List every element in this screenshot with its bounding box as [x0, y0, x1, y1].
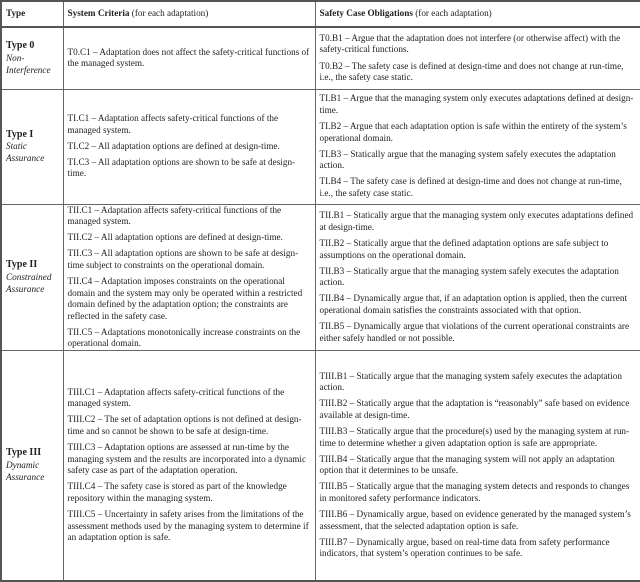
obligation: TI.B3 – Statically argue that the managing system safely executes the adaptation action. — [319, 148, 616, 171]
obligation: T0.B2 – The safety case is defined at design-time and does not change at run-time, i.e., the safety case static. — [319, 60, 624, 83]
header-obligations-note: (for each adaptation) — [415, 8, 492, 19]
obligation: T0.B1 – Argue that the adaptation does not interfere (or otherwise affect) with the safety-critical functions. — [319, 32, 621, 55]
criterion: T0.C1 – Adaptation does not affect the safety-critical functions of the managed system. — [67, 46, 310, 69]
criterion: TII.C4 – Adaptation imposes constraints on the operational domain and the system may only be operated within a restricted domain defined by the adaptation option; the constraints are reflected in the safety case. — [67, 275, 303, 321]
criterion: TI.C1 – Adaptation affects safety-critical functions of the managed system. — [67, 113, 279, 135]
criterion: TIII.C1 – Adaptation affects safety-critical functions of the managed system. — [67, 386, 285, 409]
type-name: Type II — [6, 259, 38, 271]
obligation: TI.B2 – Argue that each adaptation option is safe within the entirety of the system’s operational domain. — [319, 121, 627, 143]
obligations-cell — [315, 89, 640, 204]
obligation: TII.B4 – Dynamically argue that, if an adaptation option is applied, then the current operational domain satisfies the constraints associated with that option. — [319, 293, 628, 315]
table-row — [1, 351, 640, 581]
obligations-cell — [315, 204, 640, 351]
header-obligations-label: Safety Case Obligations — [319, 8, 413, 19]
criterion: TI.C2 – All adaptation options are defined at design-time. — [67, 140, 280, 151]
type-name: Type I — [6, 128, 34, 140]
type-name: Type 0 — [6, 40, 35, 52]
table-row — [1, 204, 640, 351]
type-subtitle: Static Assurance — [6, 141, 45, 163]
type-cell — [1, 27, 63, 89]
header-obligations — [315, 1, 640, 27]
criterion: TIII.C3 – Adaptation options are assessed at run-time by the managing system and the results are incorporated into a dynamic safety case as part of the adaptation operation. — [67, 442, 307, 476]
header-criteria — [63, 1, 315, 27]
obligation: TIII.B6 – Dynamically argue, based on evidence generated by the managed system’s assessment, that the selected adaptation option is safe. — [319, 509, 631, 531]
criterion: TII.C3 – All adaptation options are shown to be safe at design-time subject to constraints on the operational domain. — [67, 248, 299, 270]
obligation: TIII.B2 – Statically argue that the adaptation is “reasonably” safe based on evidence available at design-time. — [319, 398, 630, 420]
type-subtitle: Dynamic Assurance — [6, 459, 45, 482]
criterion: TII.C1 – Adaptation affects safety-critical functions of the managed system. — [67, 204, 282, 227]
obligation: TIII.B5 – Statically argue that the managing system detects and responds to changes in monitored safety performance indicators. — [319, 481, 630, 503]
obligation: TIII.B3 – Statically argue that the procedure(s) used by the managing system at run-time to determine whether a given adaptation option is safe are appropriate. — [319, 426, 630, 448]
header-criteria-note: (for each adaptation) — [131, 8, 209, 19]
criterion: TIII.C5 – Uncertainty in safety arises from the limitations of the assessment methods used by the managing system to determine if an adaptation option is safe. — [67, 509, 309, 543]
obligation: TIII.B4 – Statically argue that the managing system will not apply an adaptation option that it determines to be unsafe. — [319, 453, 615, 476]
obligation: TIII.B7 – Dynamically argue, based on real-time data from safety performance indicators, that system’s operation continues to be safe. — [319, 536, 610, 559]
obligations-cell — [315, 27, 640, 89]
type-cell — [1, 351, 63, 581]
table-row — [1, 89, 640, 204]
table-row — [1, 27, 640, 89]
type-subtitle: Constrained Assurance — [6, 271, 52, 294]
type-subtitle: Non-Interference — [6, 52, 51, 75]
header-criteria-label: System Criteria — [67, 8, 130, 19]
criterion: TI.C3 – All adaptation options are shown to be safe at design-time. — [67, 156, 296, 179]
obligation: TII.B5 – Dynamically argue that violations of the current operational constraints are either safely handled or not possible. — [319, 321, 630, 343]
criteria-cell — [63, 351, 315, 581]
obligations-cell — [315, 351, 640, 581]
obligation: TII.B2 – Statically argue that the defined adaptation options are safe subject to assumptions on the operational domain. — [319, 237, 609, 260]
obligation: TII.B3 – Statically argue that the managing system safely executes the adaptation action. — [319, 265, 619, 288]
criterion: TII.C5 – Adaptations monotonically increase constraints on the operational domain. — [67, 326, 301, 349]
criterion: TII.C2 – All adaptation options are defined at design-time. — [67, 232, 283, 243]
obligation: TII.B1 – Statically argue that the managing system only executes adaptations defined at design-time. — [319, 210, 634, 232]
criteria-cell — [63, 89, 315, 204]
obligation: TI.B1 – Argue that the managing system only executes adaptations defined at design-time. — [319, 93, 634, 115]
type-cell — [1, 89, 63, 204]
type-cell — [1, 204, 63, 351]
obligation: TI.B4 – The safety case is defined at design-time and does not change at run-time, i.e., the safety case static. — [319, 176, 622, 199]
criterion: TIII.C2 – The set of adaptation options is not defined at design-time and so cannot be shown to be safe at design-time. — [67, 414, 302, 436]
criteria-cell — [63, 27, 315, 89]
header-row — [1, 1, 640, 27]
criteria-cell — [63, 204, 315, 351]
obligation: TIII.B1 – Statically argue that the managing system safely executes the adaptation action. — [319, 370, 622, 393]
type-name: Type III — [6, 447, 42, 459]
header-type — [1, 1, 63, 27]
header-type-label: Type — [6, 8, 26, 19]
criterion: TIII.C4 – The safety case is stored as part of the knowledge repository within the managing system. — [67, 481, 287, 503]
